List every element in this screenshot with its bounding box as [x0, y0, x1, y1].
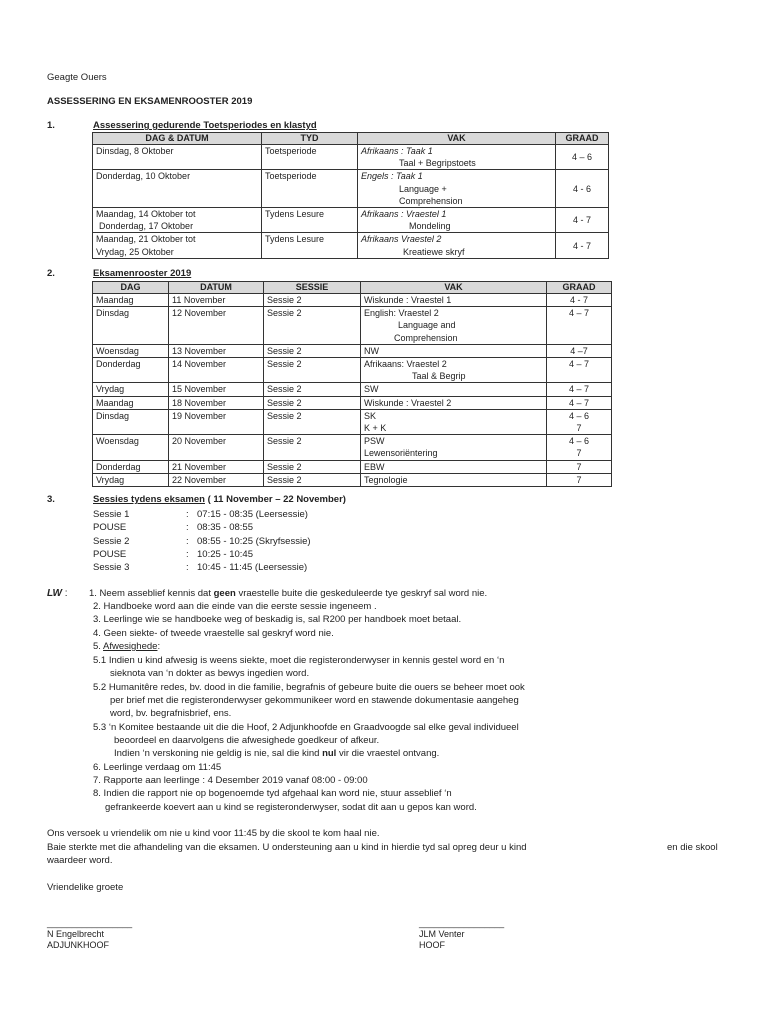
session-cell: Sessie 2 [264, 307, 361, 345]
table-row [93, 396, 612, 409]
closing-paragraph-2b: waardeer word. [47, 855, 113, 866]
header-subject: VAK [358, 133, 556, 145]
header-day: DAG [93, 282, 169, 294]
date-cell: 13 November [169, 344, 264, 357]
grade-cell: 4 - 6 [556, 170, 609, 208]
signature-deputy [47, 918, 132, 951]
closing-paragraph-1: Ons versoek u vriendelik om nie u kind voor 11:45 by die skool te kom haal nie. [47, 828, 380, 839]
subject-cell: Tegnologie [361, 473, 547, 486]
grade-cell: 4 – 7 [547, 383, 612, 396]
closing-paragraph-2a: Baie sterkte met die afhandeling van die eksamen. U ondersteuning aan u kind in hierdie tyd sal opreg deur u kind [47, 842, 527, 853]
grade-cell: 4 – 6 [556, 145, 609, 170]
signature-name: JLM Venter [419, 929, 465, 939]
grade-cell: 4 – 6 7 [547, 409, 612, 434]
header-session: SESSIE [264, 282, 361, 294]
table-row [93, 233, 609, 258]
table-row [93, 170, 609, 208]
date-cell: 18 November [169, 396, 264, 409]
subject-cell: Afrikaans : Vraestel 1 Mondeling [358, 208, 556, 233]
grade-cell: 4 –7 [547, 344, 612, 357]
note-5-3b: beoordeel en daarvolgens die afwesighede goedkeur of afkeur. [114, 735, 380, 746]
note-5-3c: Indien ‘n verskoning nie geldig is nie, sal die kind nul vir die vraestel ontvang. [114, 748, 440, 759]
session-cell: Sessie 2 [264, 460, 361, 473]
date-cell: 14 November [169, 358, 264, 383]
closing-greeting: Vriendelike groete [47, 882, 124, 893]
day-cell: Woensdag [93, 435, 169, 460]
session-cell: Sessie 2 [264, 473, 361, 486]
day-cell: Donderdag [93, 358, 169, 383]
note-5: 5. Afwesighede: [93, 641, 161, 652]
note-7: 7. Rapporte aan leerlinge : 4 Desember 2019 vanaf 08:00 - 09:00 [93, 775, 368, 786]
note-8b: gefrankeerde koevert aan u kind se registeronderwyser, sodat dit aan u gepos kan word. [105, 802, 477, 813]
subject-cell: Afrikaans : Taak 1 Taal + Begripstoets [358, 145, 556, 170]
main-title: ASSESSERING EN EKSAMENROOSTER 2019 [47, 96, 253, 107]
table-row [93, 208, 609, 233]
grade-cell: 4 - 7 [556, 208, 609, 233]
table-row [93, 473, 612, 486]
note-6: 6. Leerlinge verdaag om 11:45 [93, 762, 222, 773]
header-time: TYD [262, 133, 358, 145]
note-5-2a: 5.2 Humanitêre redes, bv. dood in die familie, begrafnis of gebeure buite die ouers se beheer moet ook [93, 682, 525, 693]
session-cell: Sessie 2 [264, 435, 361, 460]
subject-cell: Afrikaans: Vraestel 2 Taal & Begrip [361, 358, 547, 383]
subject-cell: Afrikaans Vraestel 2 Kreatiewe skryf [358, 233, 556, 258]
signature-role: HOOF [419, 940, 445, 950]
header-grade: GRAAD [547, 282, 612, 294]
signature-name: N Engelbrecht [47, 929, 105, 939]
day-cell: Maandag [93, 294, 169, 307]
session-cell: Sessie 2 [264, 294, 361, 307]
note-1: 1. Neem asseblief kennis dat geen vraestelle buite die geskeduleerde tye geskryf sal word nie. [89, 588, 488, 599]
note-8a: 8. Indien die rapport nie op bogenoemde tyd afgehaal kan word nie, stuur asseblief ‘n [93, 788, 452, 799]
assessment-table [92, 132, 609, 259]
subject-cell: PSW Lewensoriëntering [361, 435, 547, 460]
section2-number: 2. [47, 268, 55, 279]
subject-cell: NW [361, 344, 547, 357]
date-cell: Maandag, 21 Oktober tot Vrydag, 25 Oktober [93, 233, 262, 258]
section3-number: 3. [47, 494, 55, 505]
time-cell: Tydens Lesure [262, 233, 358, 258]
note-5-1b: sieknota van ‘n dokter as bewys ingedien word. [110, 668, 310, 679]
day-cell: Vrydag [93, 383, 169, 396]
session-cell: Sessie 2 [264, 358, 361, 383]
day-cell: Donderdag [93, 460, 169, 473]
header-date: DATUM [169, 282, 264, 294]
note-5-2b: per brief met die registeronderwyser gekommunikeer word en stawende dokumentasie aangeheg [110, 695, 519, 706]
note-5-3a: 5.3 ‘n Komitee bestaande uit die die Hoof, 2 Adjunkhoofde en Graadvoogde sal elke geval individueel [93, 722, 519, 733]
grade-cell: 4 - 7 [547, 294, 612, 307]
grade-cell: 7 [547, 460, 612, 473]
section2-title: Eksamenrooster 2019 [93, 268, 192, 279]
assessment-header-row [93, 133, 609, 145]
note-4: 4. Geen siekte- of tweede vraestelle sal geskryf word nie. [93, 628, 334, 639]
exam-header-row [93, 282, 612, 294]
header-subject: VAK [361, 282, 547, 294]
signature-line: _________________ [47, 918, 133, 928]
date-cell: 20 November [169, 435, 264, 460]
table-row [93, 460, 612, 473]
time-cell: Toetsperiode [262, 145, 358, 170]
day-cell: Dinsdag [93, 409, 169, 434]
closing-paragraph-2-right: en die skool [667, 842, 718, 853]
signature-principal [419, 918, 504, 951]
subject-cell: Wiskunde : Vraestel 2 [361, 396, 547, 409]
subject-cell: Engels : Taak 1 Language + Comprehension [358, 170, 556, 208]
header-grade: GRAAD [556, 133, 609, 145]
grade-cell: 4 – 7 [547, 396, 612, 409]
grade-cell: 7 [547, 473, 612, 486]
day-cell: Maandag [93, 396, 169, 409]
date-cell: 19 November [169, 409, 264, 434]
note-5-2c: word, bv. begrafnisbrief, ens. [110, 708, 232, 719]
table-row [93, 435, 612, 460]
session-cell: Sessie 2 [264, 344, 361, 357]
date-cell: Donderdag, 10 Oktober [93, 170, 262, 208]
table-row [93, 294, 612, 307]
grade-cell: 4 - 7 [556, 233, 609, 258]
day-cell: Dinsdag [93, 307, 169, 345]
day-cell: Woensdag [93, 344, 169, 357]
note-3: 3. Leerlinge wie se handboeke weg of beskadig is, sal R200 per handboek moet betaal. [93, 614, 462, 625]
note-2: 2. Handboeke word aan die einde van die eerste sessie ingeneem . [93, 601, 377, 612]
session-cell: Sessie 2 [264, 396, 361, 409]
table-row [93, 307, 612, 345]
date-cell: 11 November [169, 294, 264, 307]
subject-cell: EBW [361, 460, 547, 473]
table-row [93, 409, 612, 434]
salutation: Geagte Ouers [47, 72, 107, 83]
date-cell: 21 November [169, 460, 264, 473]
session-cell: Sessie 2 [264, 383, 361, 396]
section3-title: Sessies tydens eksamen ( 11 November – 22 November) [93, 494, 346, 505]
grade-cell: 4 – 7 [547, 358, 612, 383]
day-cell: Vrydag [93, 473, 169, 486]
time-cell: Tydens Lesure [262, 208, 358, 233]
table-row [93, 344, 612, 357]
date-cell: Dinsdag, 8 Oktober [93, 145, 262, 170]
grade-cell: 4 – 7 [547, 307, 612, 345]
date-cell: 15 November [169, 383, 264, 396]
signature-role: ADJUNKHOOF [47, 940, 110, 950]
note-5-1a: 5.1 Indien u kind afwesig is weens siekte, moet die registeronderwyser in kennis gestel word en ‘n [93, 655, 505, 666]
exam-table [92, 281, 612, 487]
date-cell: 22 November [169, 473, 264, 486]
subject-cell: SW [361, 383, 547, 396]
section1-number: 1. [47, 120, 55, 131]
date-cell: Maandag, 14 Oktober tot Donderdag, 17 Oktober [93, 208, 262, 233]
grade-cell: 4 – 6 7 [547, 435, 612, 460]
section1-title: Assessering gedurende Toetsperiodes en klastyd [93, 120, 317, 131]
subject-cell: Wiskunde : Vraestel 1 [361, 294, 547, 307]
subject-cell: SK K + K [361, 409, 547, 434]
header-day-date: DAG & DATUM [93, 133, 262, 145]
signature-line: _________________ [419, 918, 505, 928]
notes-label: LW : [47, 588, 68, 599]
session-cell: Sessie 2 [264, 409, 361, 434]
table-row [93, 358, 612, 383]
date-cell: 12 November [169, 307, 264, 345]
time-cell: Toetsperiode [262, 170, 358, 208]
table-row [93, 145, 609, 170]
subject-cell: English: Vraestel 2 Language and Comprehension [361, 307, 547, 345]
table-row [93, 383, 612, 396]
